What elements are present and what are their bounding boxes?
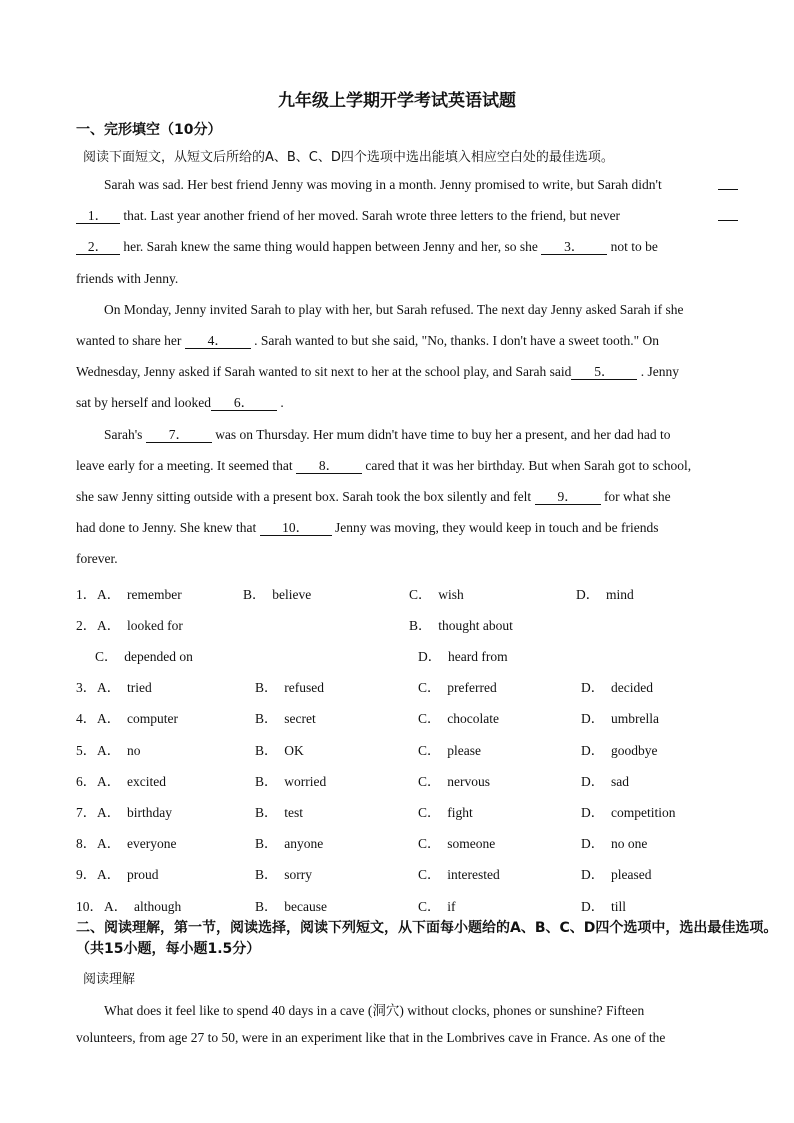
question-number: 10． [76, 899, 103, 914]
option-a[interactable]: A． no [97, 743, 141, 758]
option-b[interactable]: B． test [255, 805, 304, 820]
option-a[interactable]: A． although [104, 899, 182, 914]
question-number: 8． [76, 836, 97, 851]
passage-text: had done to Jenny. She knew that [76, 520, 257, 535]
passage-line [76, 395, 738, 411]
option-d[interactable]: D． pleased [581, 867, 652, 882]
option-a[interactable]: A． birthday [97, 805, 172, 820]
passage-line [76, 520, 738, 536]
passage-text: sat by herself and looked [76, 395, 211, 410]
page-title: 九年级上学期开学考试英语试题 [278, 91, 516, 111]
passage-line: forever. [76, 551, 118, 566]
passage-text: her. Sarah knew the same thing would happen between Jenny and her, so she [123, 239, 538, 254]
option-a[interactable]: A． excited [97, 774, 166, 789]
passage-text: Wednesday, Jenny asked if Sarah wanted to sit next to her at the school play, and Sarah said [76, 364, 572, 379]
passage-line [76, 208, 738, 224]
answer-blank-8[interactable]: 8． [296, 459, 362, 474]
option-c[interactable]: C． nervous [418, 774, 490, 789]
passage-text: Jenny was moving, they would keep in touch and be friends [334, 520, 659, 535]
question-number: 7． [76, 805, 97, 820]
passage-text: not to be [610, 239, 658, 254]
section-heading-reading: 二、阅读理解，第一节，阅读选择，阅读下列短文，从下面每小题给的A、B、C、D四个选项中，选出最佳选项。（共15小题，每小题1.5分） [76, 920, 778, 957]
question-number: 1． [76, 587, 97, 602]
passage-line [76, 177, 738, 193]
section-subheading: 阅读理解 [83, 972, 136, 987]
question-number: 2． [76, 618, 97, 633]
answer-blank-5[interactable]: 5． [571, 365, 637, 380]
passage-text: . Jenny [640, 364, 680, 379]
passage-text: that. Last year another friend of her moved. Sarah wrote three letters to the friend, but never [123, 208, 621, 223]
option-d[interactable]: D． mind [576, 587, 634, 602]
option-c[interactable]: C． please [418, 743, 481, 758]
answer-blank-10[interactable]: 10． [260, 521, 332, 536]
option-a[interactable]: A． everyone [97, 836, 177, 851]
question-number: 5． [76, 743, 97, 758]
option-a[interactable]: A． proud [97, 867, 159, 882]
option-a[interactable]: A． looked for [97, 618, 183, 633]
option-c[interactable]: C． interested [418, 867, 500, 882]
passage-line: volunteers, from age 27 to 50, were in an experiment like that in the Lombrives cave in France. As one of the [76, 1030, 666, 1045]
option-b[interactable]: B． thought about [409, 618, 513, 633]
passage-line: On Monday, Jenny invited Sarah to play with her, but Sarah refused. The next day Jenny asked Sarah if she [104, 302, 684, 317]
option-d[interactable]: D． competition [581, 805, 676, 820]
passage-text: was on Thursday. Her mum didn't have time to buy her a present, and her dad had to [215, 427, 671, 442]
option-d[interactable]: D． sad [581, 774, 629, 789]
option-b[interactable]: B． secret [255, 711, 316, 726]
option-b[interactable]: B． anyone [255, 836, 324, 851]
option-d[interactable]: D． goodbye [581, 743, 658, 758]
passage-line [76, 489, 738, 505]
option-a[interactable]: A． computer [97, 711, 178, 726]
option-b[interactable]: B． because [255, 899, 327, 914]
passage-line [76, 427, 738, 443]
option-c[interactable]: C． depended on [95, 649, 193, 664]
answer-blank-9[interactable]: 9． [535, 490, 601, 505]
option-b[interactable]: B． believe [243, 587, 312, 602]
answer-blank-4[interactable]: 4． [185, 334, 251, 349]
passage-text: . Sarah wanted to but she said, "No, thanks. I don't have a sweet tooth." On [254, 333, 659, 348]
passage-line [76, 239, 738, 255]
section-heading-cloze: 一、完形填空（10分） [76, 122, 222, 138]
option-a[interactable]: A． tried [97, 680, 152, 695]
option-c[interactable]: C． if [418, 899, 456, 914]
option-c[interactable]: C． fight [418, 805, 473, 820]
answer-blank-3[interactable]: 3． [541, 240, 607, 255]
question-number: 3． [76, 680, 97, 695]
passage-text: Sarah's [104, 427, 143, 442]
passage-text: . [280, 395, 284, 410]
answer-blank-1[interactable]: 1． [76, 209, 120, 224]
passage-text: cared that it was her birthday. But when Sarah got to school, [365, 458, 692, 473]
option-b[interactable]: B． OK [255, 743, 304, 758]
question-number: 4． [76, 711, 97, 726]
passage-text: Sarah was sad. Her best friend Jenny was moving in a month. Jenny promised to write, but Sarah didn't [104, 177, 662, 192]
option-c[interactable]: C． chocolate [418, 711, 499, 726]
option-d[interactable]: D． no one [581, 836, 648, 851]
answer-blank-2-start [718, 208, 738, 221]
passage-line [76, 364, 738, 380]
option-b[interactable]: B． worried [255, 774, 327, 789]
passage-line [76, 458, 738, 474]
option-d[interactable]: D． decided [581, 680, 653, 695]
section-instruction: 阅读下面短文，从短文后所给的A、B、C、D四个选项中选出能填入相应空白处的最佳选项。 [83, 150, 614, 165]
option-a[interactable]: A． remember [97, 587, 182, 602]
option-c[interactable]: C． wish [409, 587, 464, 602]
option-d[interactable]: D． till [581, 899, 627, 914]
passage-text: she saw Jenny sitting outside with a present box. Sarah took the box silently and felt [76, 489, 532, 504]
option-d[interactable]: D． heard from [418, 649, 508, 664]
passage-line: What does it feel like to spend 40 days in a cave (洞穴) without clocks, phones or sunshine? Fifteen [104, 1003, 645, 1018]
option-d[interactable]: D． umbrella [581, 711, 659, 726]
option-c[interactable]: C． someone [418, 836, 496, 851]
passage-text: wanted to share her [76, 333, 182, 348]
passage-text: for what she [603, 489, 671, 504]
passage-line: friends with Jenny. [76, 271, 179, 286]
option-b[interactable]: B． refused [255, 680, 324, 695]
answer-blank-6[interactable]: 6． [211, 396, 277, 411]
answer-blank-1-start [718, 177, 738, 190]
passage-text: leave early for a meeting. It seemed that [76, 458, 293, 473]
answer-blank-7[interactable]: 7． [146, 428, 212, 443]
passage-line [76, 333, 738, 349]
option-b[interactable]: B． sorry [255, 867, 312, 882]
question-number: 9． [76, 867, 97, 882]
question-number: 6． [76, 774, 97, 789]
answer-blank-2[interactable]: 2． [76, 240, 120, 255]
option-c[interactable]: C． preferred [418, 680, 497, 695]
